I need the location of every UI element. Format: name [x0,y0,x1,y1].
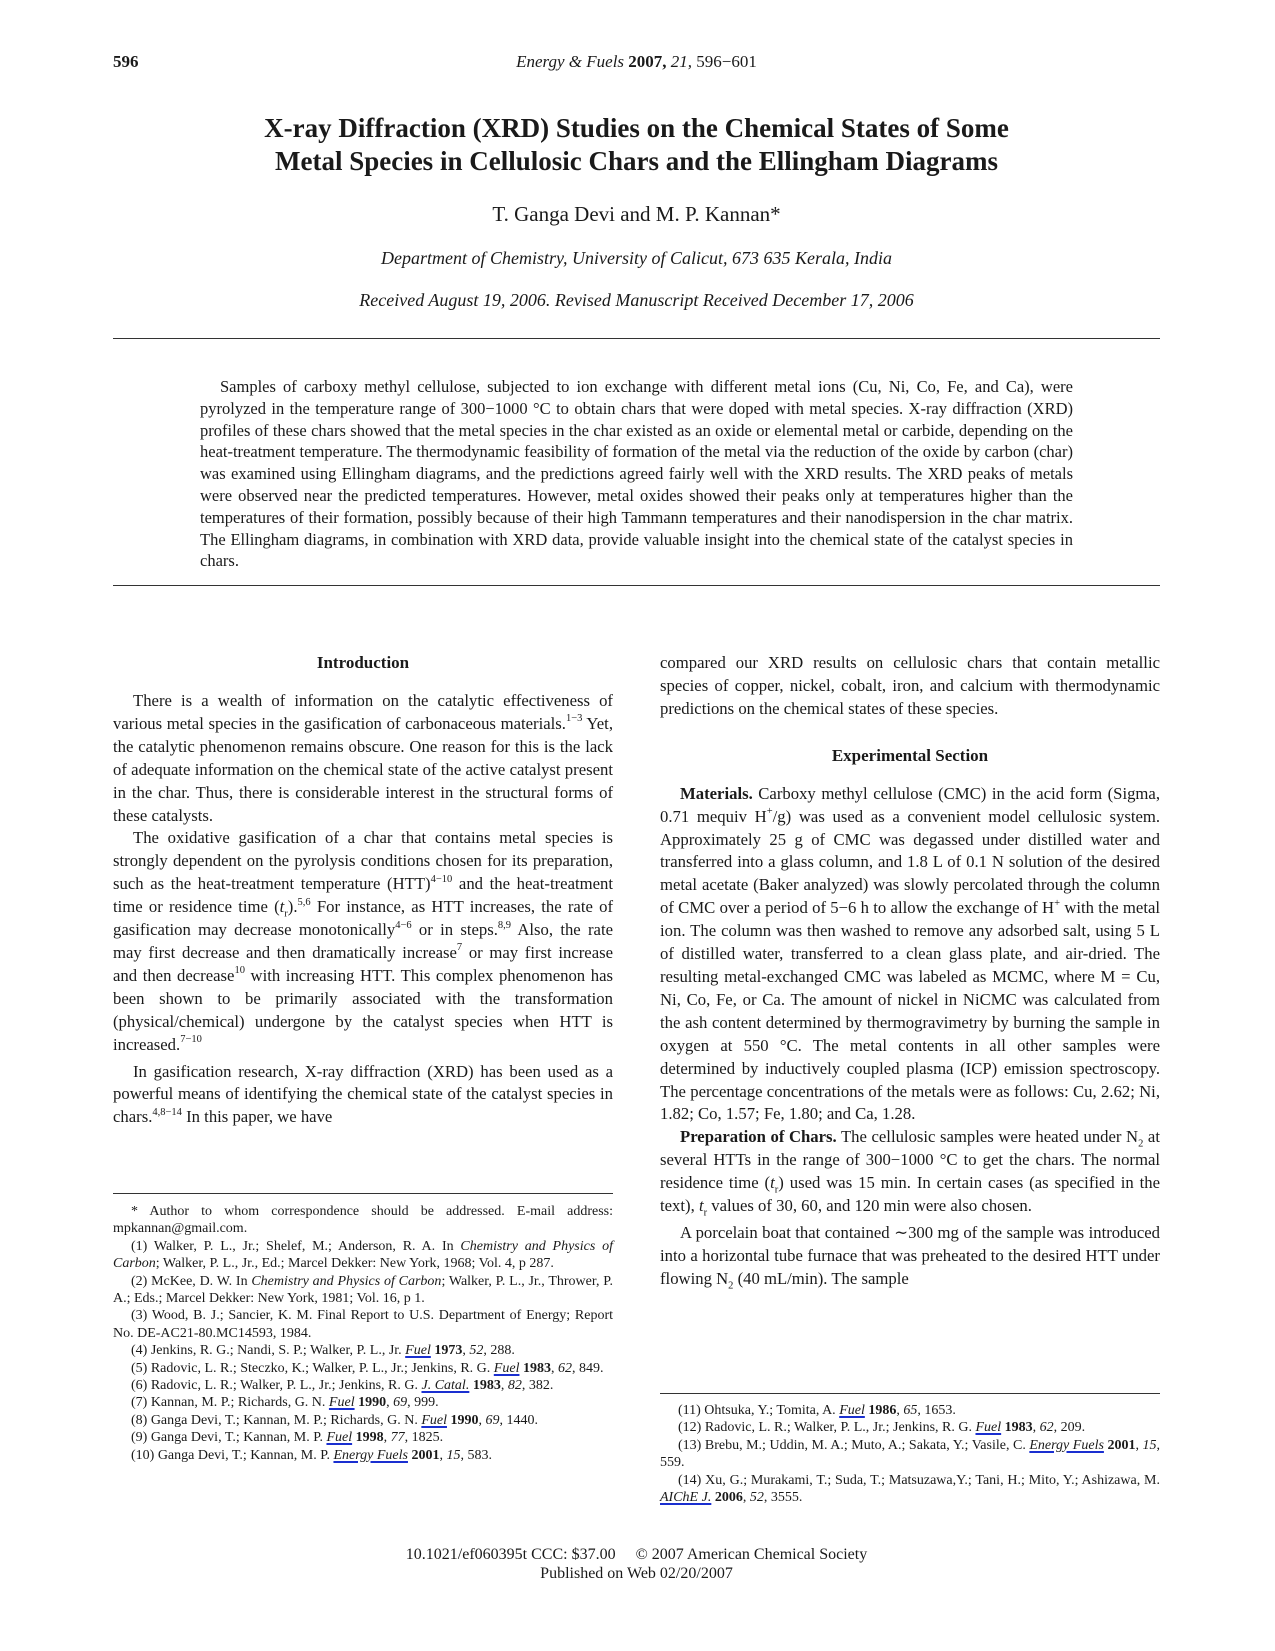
received-dates: Received August 19, 2006. Revised Manuscript Received December 17, 2006 [359,290,914,310]
reference-8: (8) Ganga Devi, T.; Kannan, M. P.; Richards, G. N. Fuel 1990, 69, 1440. [131,1412,538,1428]
reference-10: (10) Ganga Devi, T.; Kannan, M. P. Energy Fuels 2001, 15, 583. [131,1447,492,1463]
preparation-subheading: Preparation of Chars. [680,1127,837,1147]
reference-5: (5) Radovic, L. R.; Steczko, K.; Walker, P. L., Jr.; Jenkins, R. G. Fuel 1983, 62, 849. [131,1360,604,1376]
experimental-heading: Experimental Section [831,745,989,765]
running-header [113,52,1160,78]
reference-11: (11) Ohtsuka, Y.; Tomita, A. Fuel 1986, 65, 1653. [678,1403,956,1418]
journal-citation [113,52,1160,72]
title-line-2: Metal Species in Cellulosic Chars and the Ellingham Diagrams [274,146,998,176]
reference-2: (2) McKee, D. W. In Chemistry and Physics of Carbon; Walker, P. L., Jr., Thrower, P. A.; Eds.; Marcel Dekker: New York, 1981; Vol. 16, p 1. [113,1273,613,1307]
journal-year: 2007, [628,52,667,71]
published-date: Published on Web 02/20/2007 [540,1565,733,1582]
abstract-bottom-rule [113,585,1160,586]
reference-7: (7) Kannan, M. P.; Richards, G. N. Fuel 1990, 69, 999. [131,1395,439,1411]
reference-5-link[interactable]: Fuel [493,1360,520,1376]
reference-11-link[interactable]: Fuel [839,1403,865,1418]
reference-6: (6) Radovic, L. R.; Walker, P. L., Jr.; Jenkins, R. G. J. Catal. 1983, 82, 382. [131,1378,554,1394]
reference-14-link[interactable]: AIChE J. [660,1490,712,1506]
reference-9: (9) Ganga Devi, T.; Kannan, M. P. Fuel 1998, 77, 1825. [131,1430,444,1446]
page-footer [113,1545,1160,1583]
right-footnotes [660,1402,1160,1506]
left-column [113,652,613,1129]
introduction-heading: Introduction [316,653,410,672]
reference-10-link[interactable]: Energy Fuels [333,1447,408,1463]
reference-6-link[interactable]: J. Catal. [421,1378,470,1394]
reference-13-link[interactable]: Energy Fuels [1029,1437,1104,1453]
sample-paragraph: A porcelain boat that contained ∼300 mg of the sample was introduced into a horizontal tube furnace that was preheated to the desired HTT under flowing $N_2$ (40 mL/min). The sample [660,1222,1160,1292]
right-column [660,652,1160,1291]
reference-4-link[interactable]: Fuel [405,1343,431,1359]
reference-9-link[interactable]: Fuel [326,1430,353,1446]
reference-12: (12) Radovic, L. R.; Walker, P. L., Jr.; Jenkins, R. G. Fuel 1983, 62, 209. [678,1420,1086,1436]
materials-subheading: Materials. [680,783,753,803]
reference-14: (14) Xu, G.; Murakami, T.; Suda, T.; Matsuzawa,Y.; Tani, H.; Mito, Y.; Ashizawa, M. AIChE J. 2006, 52, 3555. [660,1472,1160,1506]
intro-paragraph-1: There is a wealth of information on the catalytic effectiveness of various metal species in the gasification of carbonaceous materials.$^{1-3}$ Yet, the catalytic phenomenon remains obscure. One reason for this is the lack of adequate information on the chemical state of the active catalyst present in the char. Thus, there is considerable interest in the structural forms of these catalysts. [113,691,613,825]
preparation-paragraph: Preparation of Chars. The cellulosic samples were heated under $N_2$ at several HTTs in the range of 300−1000 °C to get the chars. The normal residence time $(t_r)$ used was 15 min. In certain cases (as specified in the text), $t_r$ values of 30, 60, and 120 min were also chosen. [660,1127,1160,1219]
copyright-text: © 2007 American Chemical Society [635,1546,868,1563]
doi-text: 10.1021/ef060395t CCC: $37.00 [405,1546,616,1563]
right-footnote-rule [660,1393,1160,1394]
affiliation: Department of Chemistry, University of Calicut, 673 635 Kerala, India [381,248,892,268]
materials-paragraph: Materials. Carboxy methyl cellulose (CMC) in the acid form (Sigma, 0.71 mequiv H+/g) was used as a convenient model cellulosic system. Approximately 25 g of CMC was degassed under distilled water and transferred into a glass column, and 1.8 L of 0.1 N solution of the desired metal acetate (Baker analyzed) was slowly percolated through the column of CMC over a period of 5−6 h to allow the exchange of H+ with the metal ion. The column was then washed to remove any adsorbed salt, using 5 L of distilled water, transferred to a clean glass plate, and air-dried. The resulting metal-exchanged CMC was labeled as MCMC, where M = Cu, Ni, Co, Fe, or Ca. The amount of nickel in NiCMC was calculated from the ash content determined by thermogravimetry by burning the sample in oxygen at 550 °C. The metal contents in all other samples were determined by inductively coupled plasma (ICP) emission spectroscopy. The percentage concentrations of the metals were as follows: Cu, 2.62; Ni, 1.82; Co, 1.57; Fe, 1.80; and Ca, 1.28. [660,783,1161,1124]
journal-volume: 21, [670,52,693,71]
intro-continuation: compared our XRD results on cellulosic chars that contain metallic species of copper, nickel, cobalt, iron, and calcium with thermodynamic predictions on the chemical states of these species. [660,653,1160,718]
left-footnote-rule [113,1193,613,1194]
intro-paragraph-2: The oxidative gasification of a char that contains metal species is strongly dependent on the pyrolysis conditions chosen for its preparation, such as the heat-treatment temperature (HTT)$^{4-10}$ and the heat-treatment time or residence time $(t_r).^{5,6}$ For instance, as HTT increases, the rate of gasification may decrease monotonically$^{4-6}$ or in steps.$^{8,9}$ Also, the rate may first decrease and then dramatically increase$^7$ or may first increase and then decrease$^{10}$ with increasing HTT. This complex phenomenon has been shown to be primarily associated with the transformation (physical/chemical) undergone by the catalyst species when HTT is increased.$^{7-10}$ [113,828,614,1054]
left-footnotes [113,1203,613,1464]
author-list: T. Ganga Devi and M. P. Kannan* [492,202,781,226]
reference-3: (3) Wood, B. J.; Sancier, K. M. Final Report to U.S. Department of Energy; Report No. DE-AC21-80.MC14593, 1984. [113,1308,613,1341]
doi-line [113,1545,1160,1564]
reference-8-link[interactable]: Fuel [421,1412,447,1428]
reference-7-link[interactable]: Fuel [328,1395,355,1411]
abstract-top-rule [113,338,1160,339]
intro-paragraph-3: In gasification research, X-ray diffraction (XRD) has been used as a powerful means of identifying the chemical state of the catalyst species in chars.$^{4,8-14}$ In this paper, we have [113,1061,613,1127]
journal-pages: 596−601 [696,52,757,71]
journal-name: Energy & Fuels [516,52,625,71]
reference-12-link[interactable]: Fuel [975,1420,1002,1436]
reference-4: (4) Jenkins, R. G.; Nandi, S. P.; Walker, P. L., Jr. Fuel 1973, 52, 288. [131,1343,515,1359]
article-title [113,112,1160,178]
reference-1: (1) Walker, P. L., Jr.; Shelef, M.; Anderson, R. A. In Chemistry and Physics of Carbon; Walker, P. L., Jr., Ed.; Marcel Dekker: New York, 1968; Vol. 4, p 287. [113,1238,613,1272]
correspondence-note: * Author to whom correspondence should be addressed. E-mail address: mpkannan@gmail.com. [113,1204,613,1237]
page-number: 596 [113,52,139,71]
title-line-1: X-ray Diffraction (XRD) Studies on the Chemical States of Some [264,113,1009,143]
reference-13: (13) Brebu, M.; Uddin, M. A.; Muto, A.; Sakata, Y.; Vasile, C. Energy Fuels 2001, 15, 559. [660,1437,1161,1471]
abstract: Samples of carboxy methyl cellulose, subjected to ion exchange with different metal ions (Cu, Ni, Co, Fe, and Ca), were pyrolyzed in the temperature range of 300−1000 °C to obtain chars that were doped with metal species. X-ray diffraction (XRD) profiles of these chars showed that the metal species in the char existed as an oxide or elemental metal or carbide, depending on the heat-treatment temperature. The thermodynamic feasibility of formation of the metal via the reduction of the oxide by carbon (char) was examined using Ellingham diagrams, and the predictions agreed fairly well with the XRD results. The XRD peaks of metals were observed near the predicted temperatures. However, metal oxides showed their peaks only at temperatures higher than the temperatures of their formation, possibly because of their high Tammann temperatures and their nanodispersion in the char matrix. The Ellingham diagrams, in combination with XRD data, provide valuable insight into the chemical state of the catalyst species in chars. [200,377,1073,571]
